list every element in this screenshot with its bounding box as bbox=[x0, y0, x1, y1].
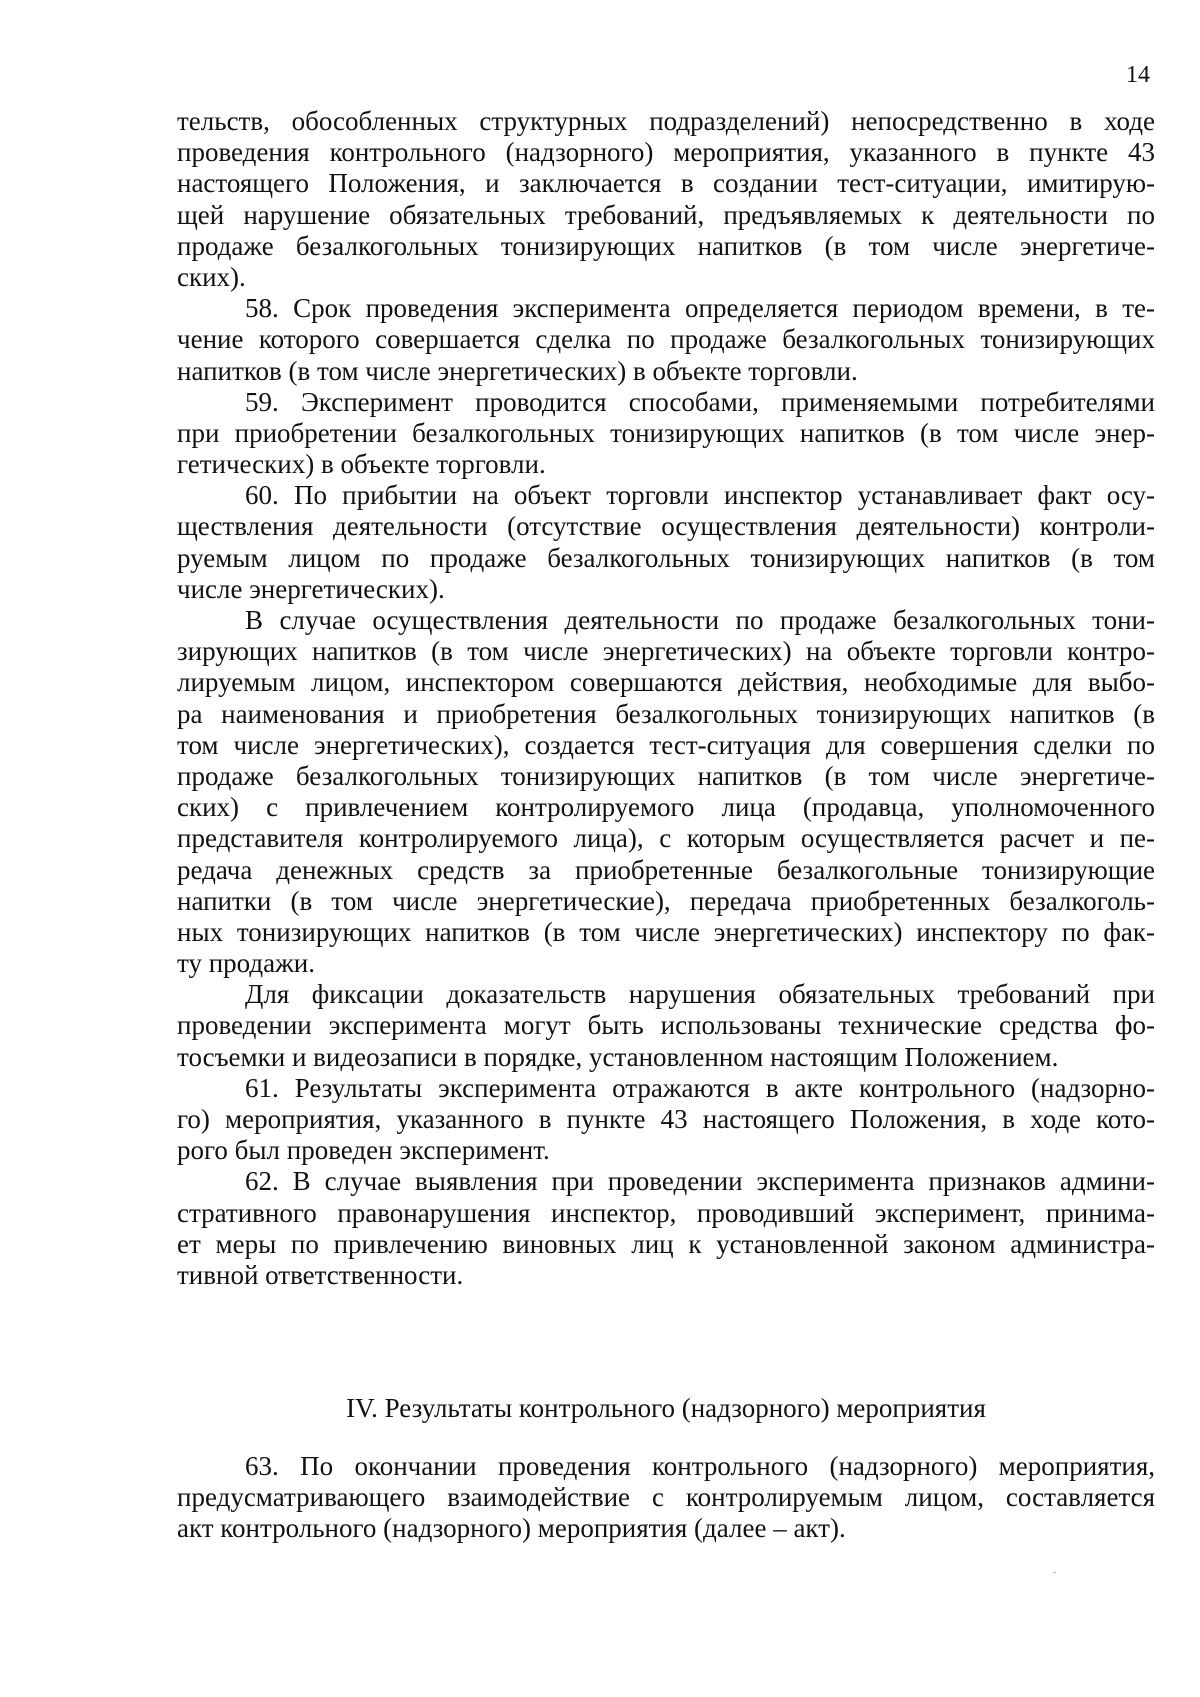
text-line: рого был проведен эксперимент. bbox=[177, 1135, 550, 1166]
text-line: при приобретении безалкогольных тонизирующих напитков (в том числе энер- bbox=[177, 417, 1155, 448]
paragraph-62-line: 62. В случае выявления при проведении эксперимента признаков админи- bbox=[245, 1166, 1155, 1197]
paragraph-test-situation-line: В случае осуществления деятельности по продаже безалкогольных тони- bbox=[245, 605, 1155, 635]
text-line: продаже безалкогольных тонизирующих напитков (в том числе энергетиче- bbox=[177, 230, 1155, 261]
body-text-bottom bbox=[177, 1451, 1155, 1545]
text-line: го) мероприятия, указанного в пункте 43 настоящего Положения, в ходе кото- bbox=[177, 1104, 1155, 1134]
paragraph-59-line: 59. Эксперимент проводится способами, применяемыми потребителями bbox=[245, 386, 1155, 417]
text-line: ра наименования и приобретения безалкогольных тонизирующих напитков (в bbox=[177, 698, 1155, 729]
text-line: ских). bbox=[177, 261, 246, 292]
body-text-top bbox=[177, 106, 1155, 1291]
text-line: настоящего Положения, и заключается в создании тест-ситуации, имитирую- bbox=[177, 168, 1155, 199]
text-line: ных тонизирующих напитков (в том числе энергетических) инспектору по фак- bbox=[177, 916, 1155, 947]
paragraph-evidence-line: Для фиксации доказательств нарушения обязательных требований при bbox=[245, 979, 1155, 1010]
text-line: ских) с привлечением контролируемого лица (продавца, уполномоченного bbox=[177, 792, 1155, 823]
text-line: том числе энергетических), создается тест-ситуация для совершения сделки по bbox=[177, 729, 1155, 760]
text-line: лируемым лицом, инспектором совершаются действия, необходимые для выбо- bbox=[177, 667, 1155, 698]
text-line: продаже безалкогольных тонизирующих напитков (в том числе энергетиче- bbox=[177, 760, 1155, 791]
scan-speck bbox=[1053, 1572, 1056, 1573]
paragraph-63-line: 63. По окончании проведения контрольного (надзорного) мероприятия, bbox=[245, 1451, 1155, 1481]
text-line: гетических) в объекте торговли. bbox=[177, 449, 546, 480]
text-line: числе энергетических). bbox=[177, 573, 445, 604]
text-line: щей нарушение обязательных требований, предъявляемых к деятельности по bbox=[177, 199, 1155, 230]
text-line: стративного правонарушения инспектор, проводивший эксперимент, принима- bbox=[177, 1197, 1155, 1228]
text-line: напитки (в том числе энергетические), передача приобретенных безалкоголь- bbox=[177, 885, 1155, 916]
text-line: тельств, обособленных структурных подразделений) непосредственно в ходе bbox=[177, 106, 1155, 136]
text-line: ту продажи. bbox=[177, 948, 315, 979]
text-line: редача денежных средств за приобретенные безалкогольные тонизирующие bbox=[177, 854, 1155, 885]
text-line: напитков (в том числе энергетических) в объекте торговли. bbox=[177, 355, 858, 386]
text-line: зирующих напитков (в том числе энергетических) на объекте торговли контро- bbox=[177, 636, 1155, 667]
text-line: чение которого совершается сделка по продаже безалкогольных тонизирующих bbox=[177, 324, 1155, 355]
text-line: представителя контролируемого лица), с которым осуществляется расчет и пе- bbox=[177, 823, 1155, 854]
text-line: руемым лицом по продаже безалкогольных тонизирующих напитков (в том bbox=[177, 542, 1155, 573]
paragraph-58-line: 58. Срок проведения эксперимента определяется периодом времени, в те- bbox=[245, 293, 1155, 324]
text-line: ет меры по привлечению виновных лиц к установленной законом администра- bbox=[177, 1228, 1155, 1259]
text-line: предусматривающего взаимодействие с контролируемым лицом, составляется bbox=[177, 1482, 1155, 1513]
text-line: тивной ответственности. bbox=[177, 1259, 464, 1290]
text-line: тосъемки и видеозаписи в порядке, установленном настоящим Положением. bbox=[177, 1041, 1059, 1072]
text-line: ществления деятельности (отсутствие осуществления деятельности) контроли- bbox=[177, 511, 1155, 542]
text-line: акт контрольного (надзорного) мероприятия (далее – акт). bbox=[177, 1513, 846, 1544]
text-line: проведения контрольного (надзорного) мероприятия, указанного в пункте 43 bbox=[177, 137, 1155, 168]
paragraph-60-line: 60. По прибытии на объект торговли инспектор устанавливает факт осу- bbox=[245, 480, 1155, 511]
page-number: 14 bbox=[1126, 62, 1150, 88]
section-heading: IV. Результаты контрольного (надзорного) мероприятия bbox=[346, 1393, 986, 1423]
text-line: проведении эксперимента могут быть использованы технические средства фо- bbox=[177, 1010, 1155, 1041]
paragraph-61-line: 61. Результаты эксперимента отражаются в акте контрольного (надзорно- bbox=[245, 1072, 1155, 1103]
